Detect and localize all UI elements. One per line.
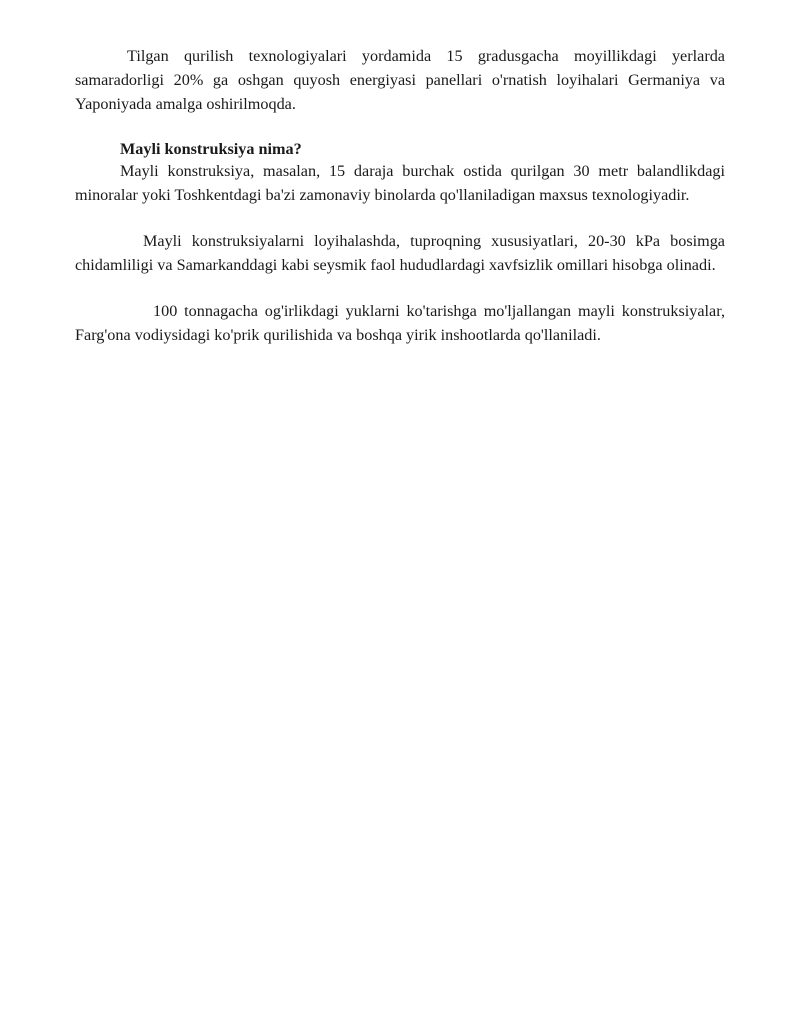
document-body	[75, 44, 725, 347]
paragraph-definition: Mayli konstruksiya, masalan, 15 daraja burchak ostida qurilgan 30 metr balandlikdagi minoralar yoki Toshkentdagi ba'zi zamonaviy binolarda qo'llaniladigan maxsus texnologiyadir.	[75, 162, 725, 204]
paragraph-solar-panels: Tilgan qurilish texnologiyalari yordamida 15 gradusgacha moyillikdagi yerlarda samaradorligi 20% ga oshgan quyosh energiyasi panellari o'rnatish loyihalari Germaniya va Yaponiyada amalga oshirilmoqda.	[75, 47, 725, 113]
paragraph-heavy-loads: 100 tonnagacha og'irlikdagi yuklarni ko'tarishga mo'ljallangan mayli konstruksiyalar, Farg'ona vodiysidagi ko'prik qurilishida va boshqa yirik inshootlarda qo'llaniladi.	[75, 302, 725, 344]
section-heading: Mayli konstruksiya nima?	[120, 140, 302, 158]
paragraph-design-factors: Mayli konstruksiyalarni loyihalashda, tuproqning xususiyatlari, 20-30 kPa bosimga chidamliligi va Samarkanddagi kabi seysmik faol hududlardagi xavfsizlik omillari hisobga olinadi.	[75, 232, 725, 274]
